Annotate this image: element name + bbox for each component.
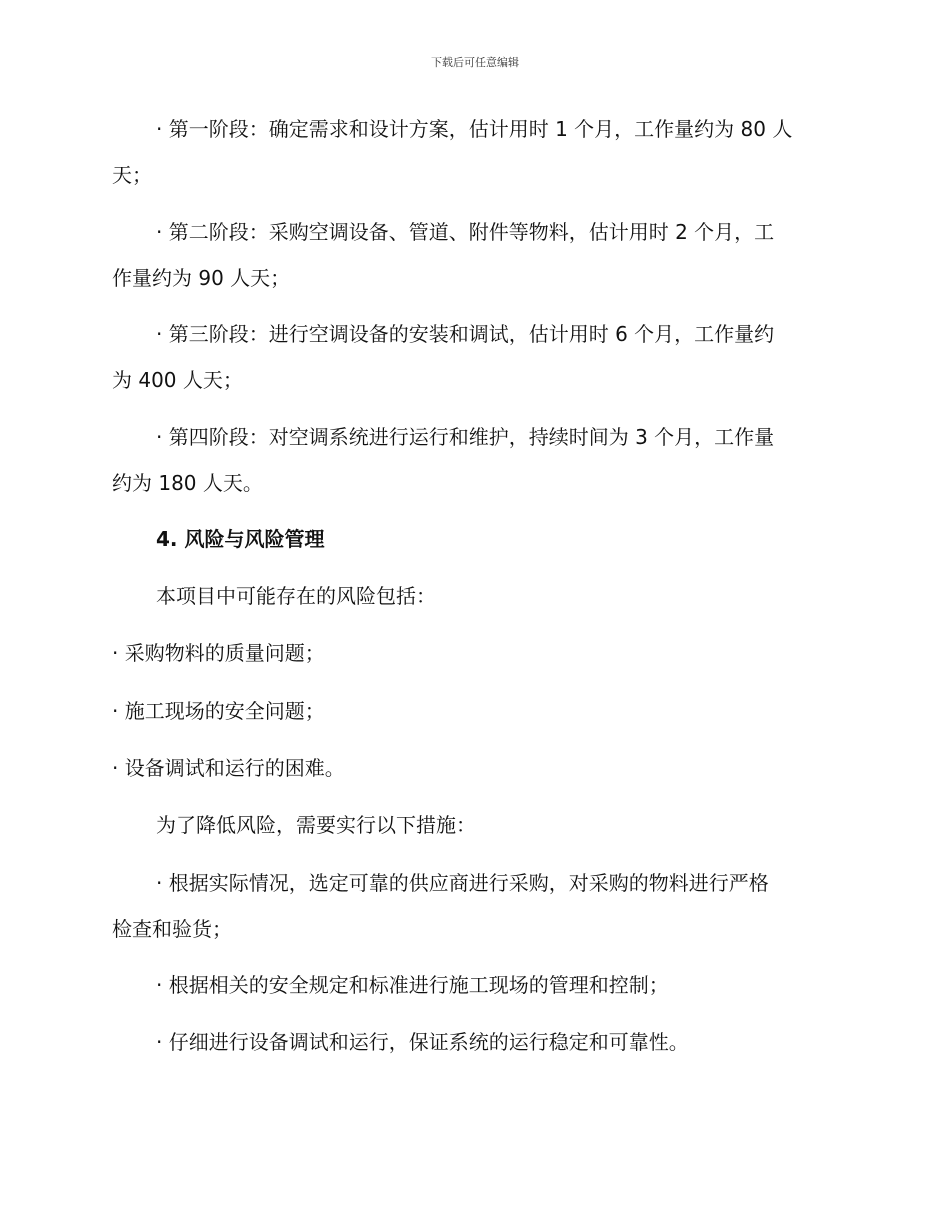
phase-4-item <box>112 414 830 506</box>
phase-1-line-1: · 第一阶段：确定需求和设计方案，估计用时 1 个月，工作量约为 80 人 <box>156 117 793 141</box>
phase-1-line-2: 天； <box>112 163 152 187</box>
page-header: 下载后可任意编辑 <box>431 56 519 69</box>
phase-3-item <box>112 311 830 403</box>
phase-3-line-2: 为 400 人天； <box>112 368 243 392</box>
measures-intro-text: 为了降低风险，需要实行以下措施： <box>156 813 476 837</box>
phase-2-line-2: 作量约为 90 人天； <box>112 266 291 290</box>
measure-item-2 <box>112 962 830 1008</box>
measure-item-1-line-2: 检查和验货； <box>112 917 232 941</box>
risk-item-1 <box>112 630 830 676</box>
phase-2-line-1: · 第二阶段：采购空调设备、管道、附件等物料，估计用时 2 个月，工 <box>156 220 775 244</box>
measure-item-2-text: · 根据相关的安全规定和标准进行施工现场的管理和控制； <box>156 973 669 997</box>
phase-3-line-1: · 第三阶段：进行空调设备的安装和调试，估计用时 6 个月，工作量约 <box>156 322 775 346</box>
phase-4-line-1: · 第四阶段：对空调系统进行运行和维护，持续时间为 3 个月，工作量 <box>156 425 775 449</box>
measure-item-3-text: · 仔细进行设备调试和运行，保证系统的运行稳定和可靠性。 <box>156 1030 689 1054</box>
phase-2-item <box>112 209 830 301</box>
risk-item-3-text: · 设备调试和运行的困难。 <box>112 756 345 780</box>
risk-intro-text: 本项目中可能存在的风险包括： <box>156 584 436 608</box>
measure-item-1-line-1: · 根据实际情况，选定可靠的供应商进行采购，对采购的物料进行严格 <box>156 871 769 895</box>
risk-item-3 <box>112 745 830 791</box>
risk-item-2-text: · 施工现场的安全问题； <box>112 699 325 723</box>
section-heading <box>112 516 830 562</box>
risk-item-1-text: · 采购物料的质量问题； <box>112 641 325 665</box>
risk-item-2 <box>112 688 830 734</box>
measures-intro <box>112 802 830 848</box>
section-heading-text: 4. 风险与风险管理 <box>156 527 325 551</box>
phase-4-line-2: 约为 180 人天。 <box>112 471 263 495</box>
measure-item-3 <box>112 1019 830 1065</box>
risk-intro <box>112 573 830 619</box>
phase-1-item <box>112 106 830 198</box>
measure-item-1 <box>112 860 830 952</box>
